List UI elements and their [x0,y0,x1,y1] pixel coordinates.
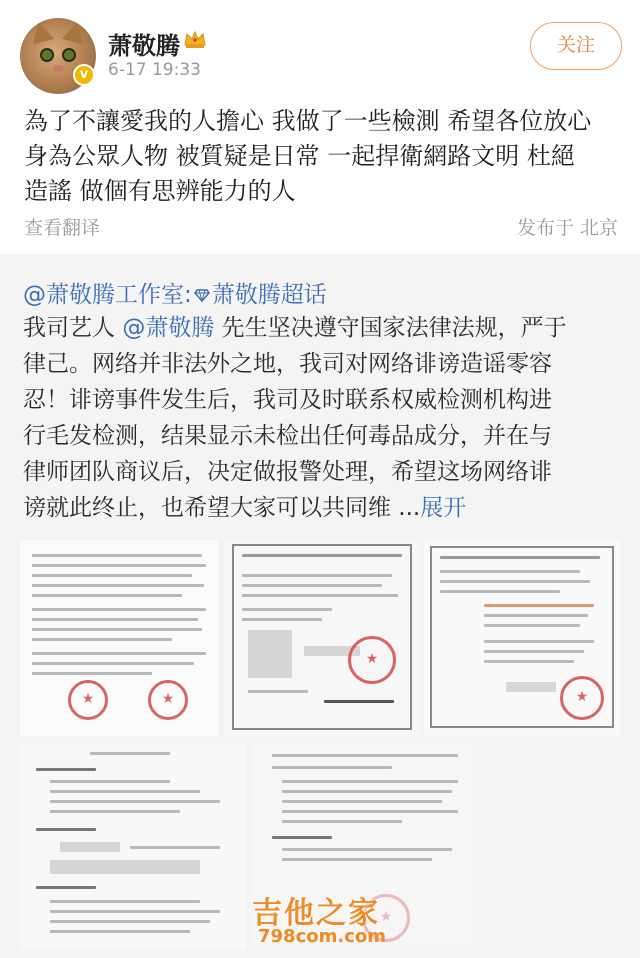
repost-line: 律己。网络并非法外之地，我司对网络诽谤造谣零容 [23,351,552,377]
post-header [0,0,640,100]
repost-line: 忍！诽谤事件发生后，我司及时联系权威检测机构进 [23,387,552,413]
image-test-report-page-1[interactable] [20,744,246,950]
red-stamp-icon [348,636,396,684]
verified-badge-icon: v [73,64,95,86]
publish-location: 发布于 北京 [516,217,618,239]
post-text-line: 身為公眾人物 被質疑是日常 一起捍衛網路文明 杜絕 [24,142,575,170]
repost-line [23,490,623,526]
repost-line: 行毛发检测，结果显示未检出任何毒品成分，并在与 [23,423,552,449]
repost-text: 先生坚决遵守国家法律法规，严于 [214,315,567,341]
follow-button[interactable]: 关注 [530,22,622,70]
image-police-receipt[interactable] [224,540,420,736]
watermark-logo: 吉他之家 [252,896,380,931]
repost-card[interactable] [0,254,640,958]
avatar-eye-right [62,48,76,62]
red-stamp-icon [148,680,188,720]
post-text [24,104,624,209]
user-name[interactable]: 萧敬腾 [108,32,180,60]
repost-text: 谤就此终止，也希望大家可以共同维 ... [23,495,421,521]
red-stamp-icon [560,676,604,720]
post-text-line: 造謠 做個有思辨能力的人 [24,177,296,205]
repost-author-link[interactable]: @萧敬腾工作室 [23,282,184,308]
crown-icon [183,29,207,49]
image-statement-document[interactable] [20,540,218,736]
diamond-icon [194,287,210,303]
post-time: 6-17 19:33 [108,60,201,80]
super-topic-link[interactable]: 萧敬腾超话 [211,282,327,308]
red-stamp-icon [68,680,108,720]
mention-link[interactable]: @萧敬腾 [122,315,215,341]
expand-link[interactable]: 展开 [420,495,467,521]
repost-body [23,310,623,526]
avatar-nose [53,65,63,72]
post-text-line: 為了不讓愛我的人擔心 我做了一些檢測 希望各位放心 [24,107,592,135]
repost-text: 我司艺人 [23,315,123,341]
repost-line: 律师团队商议后，决定做报警处理，希望这场网络诽 [23,459,552,485]
avatar-eye-left [40,48,54,62]
translate-link[interactable]: 查看翻译 [24,217,101,239]
watermark-url: 798com.com [258,926,386,947]
avatar-ear-right [62,19,88,44]
repost-separator: : [184,282,192,308]
avatar-ear-left [28,19,54,44]
repost-line [23,310,623,346]
image-report-receipt[interactable] [424,540,620,736]
repost-header [23,276,327,309]
